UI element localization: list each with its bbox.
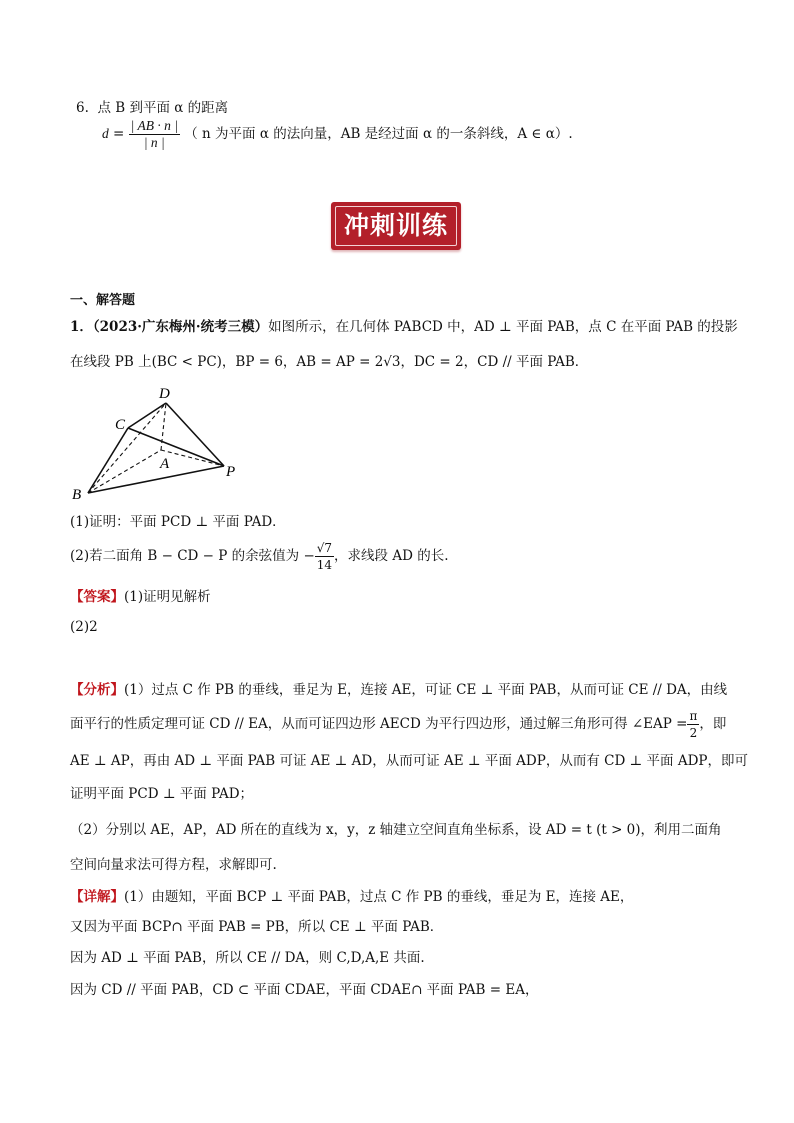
label-p: P [226,464,236,480]
question-1: (1)证明：平面 PCD ⊥ 平面 PAD． [70,514,286,530]
label-c: C [115,417,126,433]
edge-dp [166,403,224,466]
edge-cd [128,403,166,428]
analysis-line3: AE ⊥ AP，再由 AD ⊥ 平面 PAB 可证 AE ⊥ AD，从而可证 AE ⊥ 平面 ADP，从而有 CD ⊥ 平面 ADP，即可 [70,753,748,769]
answer-line1: 【答案】(1)证明见解析 [70,589,211,605]
answer-line2: (2)2 [70,619,98,635]
label-d: D [159,386,170,402]
detail-line3: 因为 AD ⊥ 平面 PAB，所以 CE // DA，则 C,D,A,E 共面. [70,950,425,966]
pyramid-figure [64,384,254,502]
detail-line4: 因为 CD // 平面 PAB，CD ⊂ 平面 CDAE，平面 CDAE∩ 平面 PAB = EA， [70,982,539,998]
problem1-line2: 在线段 PB 上(BC < PC)，BP = 6，AB = AP = 2√3，DC = 2，CD // 平面 PAB． [70,354,589,370]
analysis-line2: 面平行的性质定理可证 CD // EA，从而可证四边形 AECD 为平行四边形，通过解三角形可得 ∠EAP = $\frac{\pi}{2}$ ，即 [70,709,727,740]
analysis-line5: （2）分别以 AE，AP，AD 所在的直线为 x，y，z 轴建立空间直角坐标系，设 AD = t (t > 0)，利用二面角 [70,822,722,838]
question-2: (2)若二面角 B − CD − P 的余弦值为 − $\frac{√7}{14}$ ，求线段 AD 的长. [70,541,449,572]
detail-line2: 又因为平面 BCP∩ 平面 PAB = PB，所以 CE ⊥ 平面 PAB． [70,919,444,935]
label-b: B [72,487,82,502]
sprint-training-banner: 冲刺训练 [331,202,461,250]
analysis-line1: 【分析】(1）过点 C 作 PB 的垂线，垂足为 E，连接 AE，可证 CE ⊥ 平面 PAB，从而可证 CE // DA，由线 [70,682,728,698]
formula-fraction: $\frac{| AB \cdot n |}{| n |}$ [130,118,178,150]
item6-title: 6. 点 B 到平面 α 的距离 [76,100,229,116]
section-title: 一、解答题 [70,293,136,308]
detail-line1: 【详解】(1）由题知，平面 BCP ⊥ 平面 PAB，过点 C 作 PB 的垂线，垂足为 E，连接 AE， [70,889,634,905]
analysis-line4: 证明平面 PCD ⊥ 平面 PAD； [70,786,254,802]
problem1-line1: 1．（2023·广东梅州·统考三模）如图所示，在几何体 PABCD 中，AD ⊥ 平面 PAB，点 C 在平面 PAB 的投影 [70,319,738,335]
distance-formula: d = $\frac{| AB \cdot n |}{| n |}$ （ n 为平面 α 的法向量，AB 是经过面 α 的一条斜线，A ∈ α）. [102,118,573,150]
edge-cp [128,428,224,466]
label-a: A [160,456,170,472]
analysis-line6: 空间向量求法可得方程，求解即可. [70,857,277,873]
edge-bc [88,428,128,493]
edge-ap [161,450,224,466]
